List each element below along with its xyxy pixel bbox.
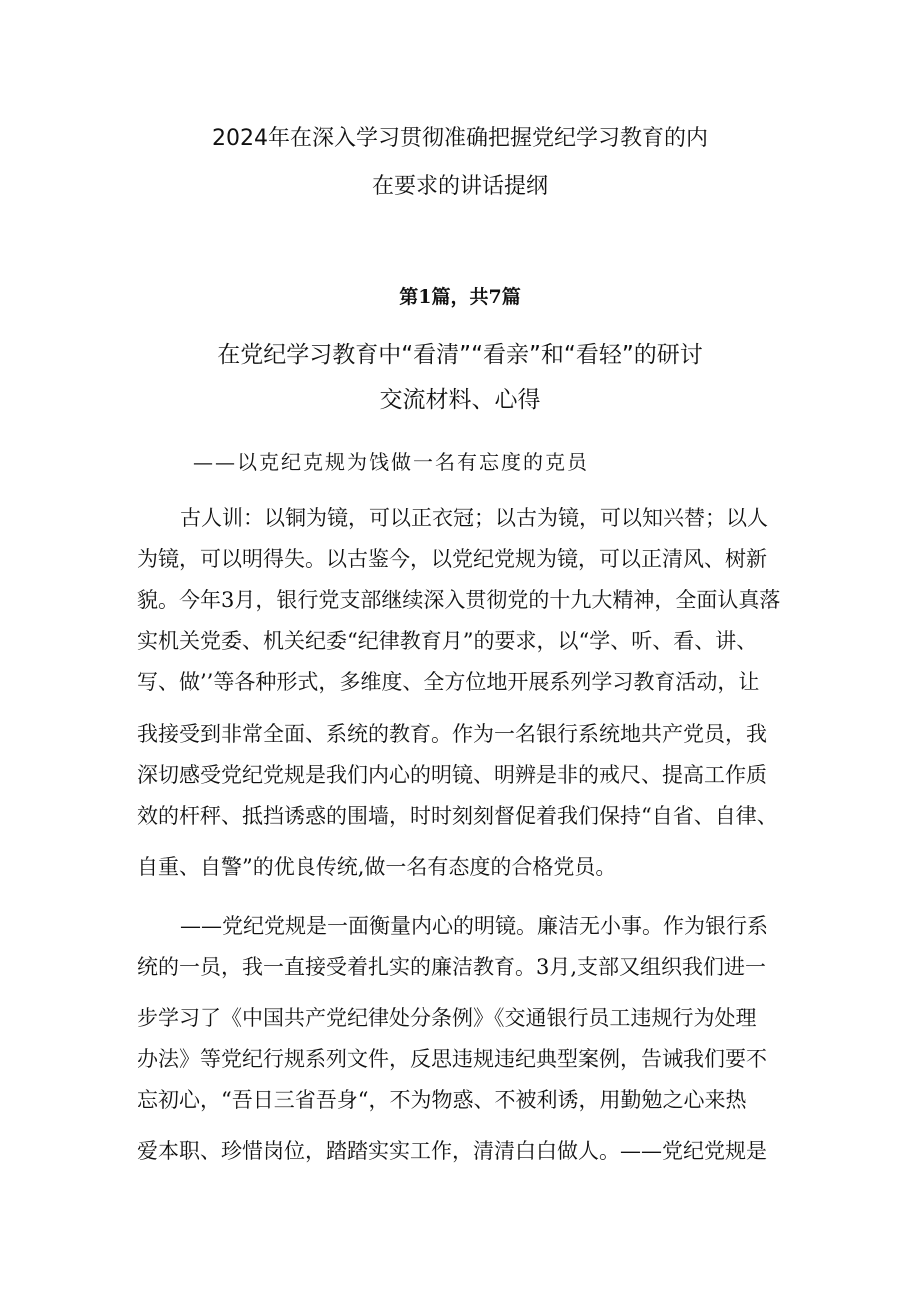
paragraph-1-line: 貌。今年3月，银行党支部继续深入贯彻党的十九大精神，全面认真落 xyxy=(137,588,781,612)
paragraph-2-line: 统的一员，我一直接受着扎实的廉洁教育。3月,支部又组织我们进一 xyxy=(137,955,767,979)
paragraph-2-line: 爱本职、珍惜岗位，踏踏实实工作，清清白白做人。——党纪党规是 xyxy=(137,1139,767,1163)
paragraph-1-line: 效的杆秤、抵挡诱惑的围墙，时时刻刻督促着我们保持“自省、自律、 xyxy=(137,804,778,828)
paragraph-1-line: 古人训：以铜为镜，可以正衣冠；以古为镜，可以知兴替；以人 xyxy=(180,506,768,530)
article-subtitle: ——以克纪克规为饯做一名有忘度的克员 xyxy=(193,450,589,474)
paragraph-1-line: 实机关党委、机关纪委“纪律教育月”的要求，以“学、听、看、讲、 xyxy=(137,629,758,653)
paragraph-1-line: 为镜，可以明得失。以古鉴今，以党纪党规为镜，可以正清风、树新 xyxy=(137,547,767,571)
paragraph-1-line: 深切感受党纪党规是我们内心的明镜、明辨是非的戒尺、提高工作质 xyxy=(137,763,767,787)
article-title-line-1: 在党纪学习教育中“看清”“看亲”和“看轻”的研讨 xyxy=(217,342,703,368)
document-title-line-1: 2024年在深入学习贯彻准确把握党纪学习教育的内 xyxy=(212,126,708,151)
paragraph-2-line: 忘初心，“吾日三省吾身“，不为物惑、不被利诱，用勤勉之心来热 xyxy=(137,1088,747,1112)
paragraph-2-line: 步学习了《中国共产党纪律处分条例》《交通银行员工违规行为处理 xyxy=(137,1006,757,1030)
part-indicator: 第1篇，共7篇 xyxy=(399,286,521,308)
paragraph-1-line: 我接受到非常全面、系统的教育。作为一名银行系统地共产党员，我 xyxy=(137,722,767,746)
paragraph-2-line: ——党纪党规是一面衡量内心的明镜。廉洁无小事。作为银行系 xyxy=(180,914,768,938)
document-title-line-2: 在要求的讲话提纲 xyxy=(371,174,548,199)
paragraph-1-line: 自重、自警”的优良传统,做一名有态度的合格党员。 xyxy=(137,855,617,879)
article-title-line-2: 交流材料、心得 xyxy=(379,387,541,413)
paragraph-1-line: 写、做’’等各种形式，多维度、全方位地开展系列学习教育活动，让 xyxy=(137,670,760,694)
paragraph-2-line: 办法》等党纪行规系列文件，反思违规违纪典型案例，告诫我们要不 xyxy=(137,1047,767,1071)
